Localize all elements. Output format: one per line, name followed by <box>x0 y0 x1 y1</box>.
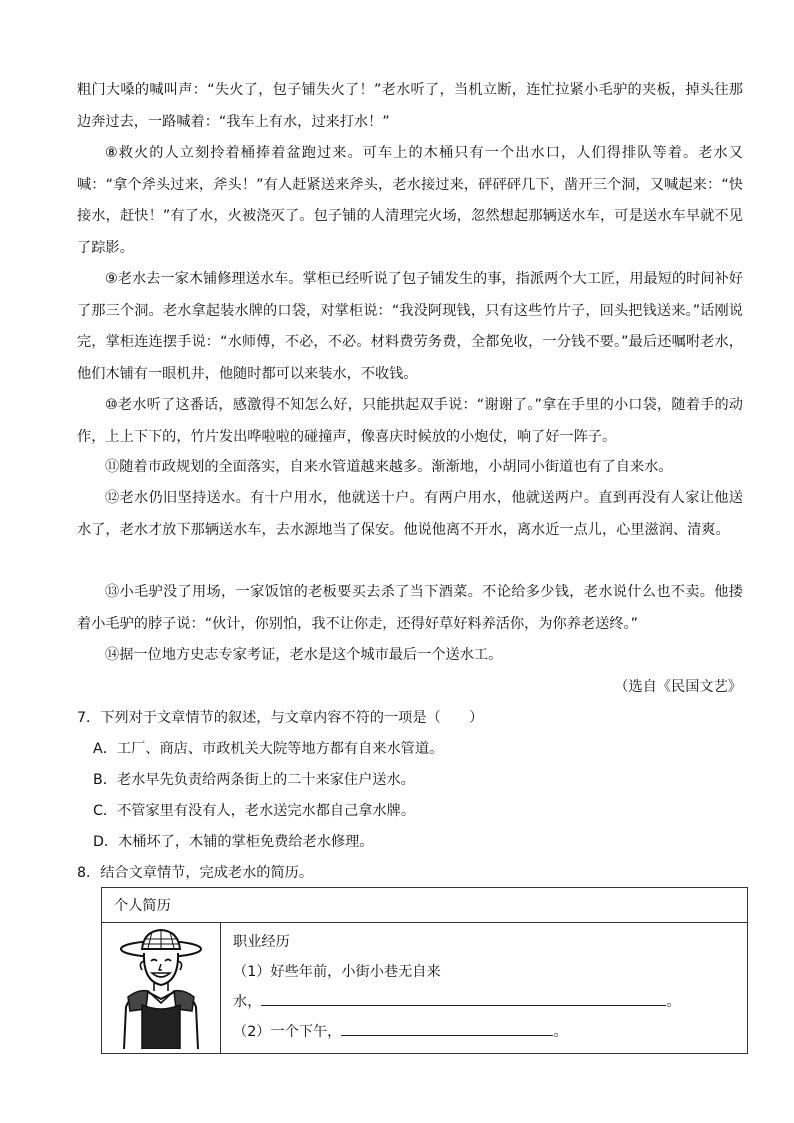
career-item-1-prefix: 水， <box>233 994 262 1010</box>
answer-blank-2[interactable] <box>341 1017 553 1036</box>
career-item-1-period: 。 <box>666 994 681 1010</box>
option-b[interactable]: B．老水早先负责给两条街上的二十来家住户送水。 <box>93 772 415 788</box>
paragraph-11: ⑪随着市政规划的全面落实，自来水管道越来越多。渐渐地，小胡同小街道也有了自来水。 <box>105 459 673 475</box>
career-item-1-line-1: （1）好些年前，小街小巷无自来 <box>233 964 441 980</box>
paragraph-8: ⑧救火的人立刻拎着桶捧着盆跑过来。可车上的木桶只有一个出水口，人们得排队等着。老水又喊：“拿个斧头过来，斧头！”有人赶紧送来斧头，老水接过来，砰砰砰几下，凿开三个洞，又喊起来：“快接水，赶快！”有了水，火被浇灭了。包子铺的人清理完火场，忽然想起那辆送水车，可是送水车早就不见了踪影。 <box>77 145 743 256</box>
answer-blank-1[interactable] <box>261 987 666 1006</box>
question-8-stem: 8．结合文章情节，完成老水的简历。 <box>77 865 314 881</box>
career-cell <box>221 923 748 1054</box>
paragraph-12: ⑫老水仍旧坚持送水。有十户用水，他就送十户。有两户用水，他就送两户。直到再没有人家让他送水了，老水才放下那辆送水车，去水源地当了保安。他说他离不开水，离水近一点儿，心里滋润、清爽。 <box>77 490 743 538</box>
paragraph-14: ⑭据一位地方史志专家考证，老水是这个城市最后一个送水工。 <box>105 647 503 663</box>
resume-header: 个人简历 <box>102 888 748 923</box>
water-carrier-illustration <box>102 923 221 1054</box>
career-item-2-prefix: （2）一个下午， <box>233 1024 342 1040</box>
paragraph-7-continued: 粗门大嗓的喊叫声：“失火了，包子铺失火了！”老水听了，当机立断，连忙拉紧小毛驴的夹板，掉头往那边奔过去，一路喊着：“我车上有水，过来打水！” <box>77 82 743 130</box>
career-section-title: 职业经历 <box>233 934 290 950</box>
question-7-stem: 7．下列对于文章情节的叙述，与文章内容不符的一项是（ ） <box>77 710 484 726</box>
source-citation: （选自《民国文艺》 <box>614 679 742 695</box>
paragraph-10: ⑩老水听了这番话，感激得不知怎么好，只能拱起双手说：“谢谢了。”拿在手里的小口袋，随着手的动作，上上下下的，竹片发出哗啦啦的碰撞声，像喜庆时候放的小炮仗，响了好一阵子。 <box>77 397 743 445</box>
option-a[interactable]: A．工厂、商店、市政机关大院等地方都有自来水管道。 <box>93 741 444 757</box>
resume-table <box>101 887 748 1054</box>
man-with-hat-icon <box>102 923 220 1049</box>
paragraph-13: ⑬小毛驴没了用场，一家饭馆的老板要买去杀了当下酒菜。不论给多少钱，老水说什么也不卖。他搂着小毛驴的脖子说：“伙计，你别怕，我不让你走，还得好草好料养活你，为你养老送终。” <box>77 584 743 632</box>
career-item-2-period: 。 <box>553 1024 568 1040</box>
career-item-1-line-2 <box>233 987 737 1017</box>
career-item-2 <box>233 1017 737 1047</box>
paragraph-9: ⑨老水去一家木铺修理送水车。掌柜已经听说了包子铺发生的事，指派两个大工匠，用最短的时间补好了那三个洞。老水拿起装水牌的口袋，对掌柜说：“我没阿现钱，只有这些竹片子，回头把钱送来。”话刚说完，掌柜连连摆手说：“水师傅，不必，不必。材料费劳务费，全都免收，一分钱不要。”最后还嘱咐老水，他们木铺有一眼机井，他随时都可以来装水，不收钱。 <box>77 271 743 382</box>
option-c[interactable]: C．不管家里有没有人，老水送完水都自己拿水牌。 <box>93 803 416 819</box>
option-d[interactable]: D．木桶坏了，木铺的掌柜免费给老水修理。 <box>93 834 374 850</box>
